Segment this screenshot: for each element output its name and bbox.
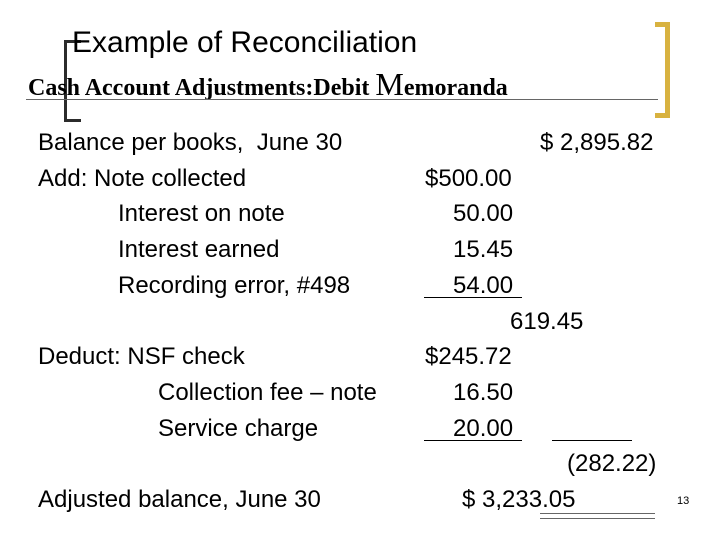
slide-subtitle xyxy=(28,68,508,100)
balance-label: Balance per books, June 30 xyxy=(38,129,343,156)
adjusted-balance-amount: $ 3,233.05 xyxy=(462,486,576,513)
adjusted-balance-label: Adjusted balance, June 30 xyxy=(38,486,321,513)
interest-note-label: Interest on note xyxy=(118,200,285,227)
subtitle-text-start: Cash Account Adjustments:Debit xyxy=(28,75,376,101)
recording-error-amount: 54.00 xyxy=(453,272,514,299)
subtitle-underline xyxy=(26,99,658,100)
deduct-subtotal-underline xyxy=(424,440,522,441)
add-amount: $500.00 xyxy=(425,165,512,192)
slide-title: Example of Reconciliation xyxy=(72,26,418,59)
double-underline-bottom xyxy=(540,518,655,519)
deduct-total: (282.22) xyxy=(567,450,657,477)
deduct-label: Deduct: NSF check xyxy=(38,343,245,370)
interest-earned-label: Interest earned xyxy=(118,236,280,263)
service-charge-amount: 20.00 xyxy=(453,415,514,442)
add-label: Add: Note collected xyxy=(38,165,247,192)
add-total: 619.45 xyxy=(510,308,584,335)
interest-note-amount: 50.00 xyxy=(453,200,514,227)
double-underline-top xyxy=(540,513,655,514)
balance-amount: $ 2,895.82 xyxy=(540,129,654,156)
collection-fee-amount: 16.50 xyxy=(453,379,514,406)
recording-error-label: Recording error, #498 xyxy=(118,272,351,299)
subtitle-large-letter: M xyxy=(375,66,404,102)
service-charge-label: Service charge xyxy=(158,415,319,442)
slide-number: 13 xyxy=(677,495,690,507)
subtitle-text-end: emoranda xyxy=(403,75,508,101)
collection-fee-label: Collection fee – note xyxy=(158,379,377,406)
interest-earned-amount: 15.45 xyxy=(453,236,514,263)
deduct-total-rule xyxy=(552,440,632,441)
deduct-amount: $245.72 xyxy=(425,343,512,370)
right-bracket-decoration xyxy=(655,22,670,118)
add-subtotal-underline xyxy=(424,297,522,298)
